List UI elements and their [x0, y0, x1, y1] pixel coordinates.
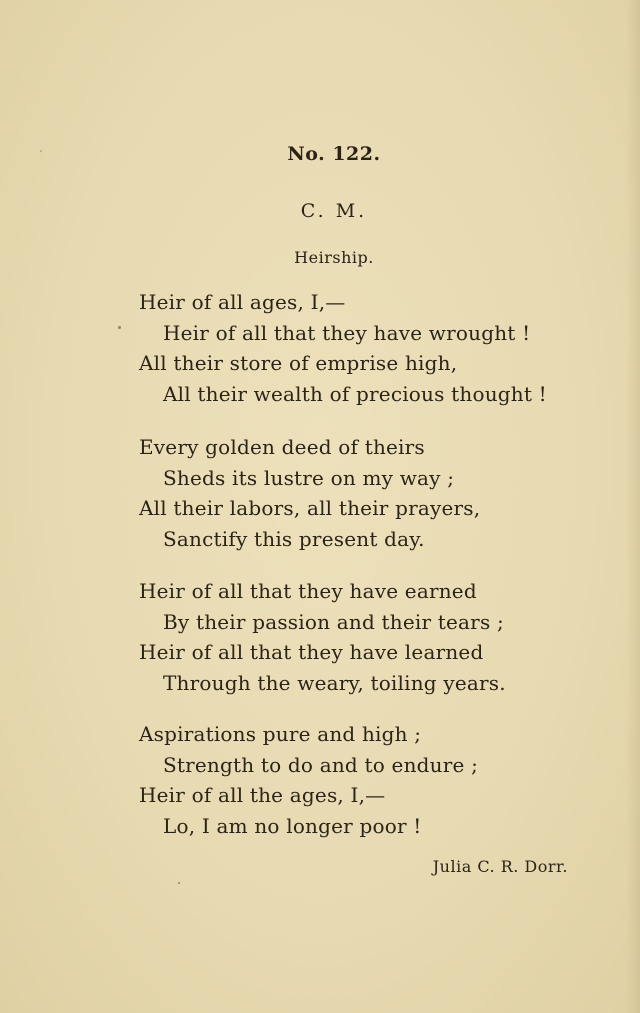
stanza-line: Lo, I am no longer poor ! — [163, 813, 422, 838]
stanza-1 — [139, 287, 599, 409]
stanza-2 — [139, 432, 599, 554]
stanza-4 — [139, 719, 599, 841]
stanza-line: Sanctify this present day. — [163, 526, 425, 551]
stanza-line: Heir of all ages, I,— — [139, 290, 346, 314]
stanza-3 — [139, 576, 599, 698]
stanza-line: Heir of all the ages, I,— — [139, 783, 386, 807]
stanza-line: By their passion and their tears ; — [163, 609, 504, 634]
stanza-line: All their store of emprise high, — [139, 351, 458, 375]
stanza-line: Through the weary, toiling years. — [163, 670, 506, 695]
stanza-line: Heir of all that they have wrought ! — [163, 320, 531, 345]
stanza-line: All their labors, all their prayers, — [139, 496, 481, 520]
stanza-line: Sheds its lustre on my way ; — [163, 465, 455, 490]
stanza-line: Every golden deed of theirs — [139, 435, 425, 459]
stanza-line: Heir of all that they have learned — [139, 640, 484, 664]
stanza-line: Strength to do and to endure ; — [163, 752, 479, 777]
paper-speck — [178, 882, 180, 884]
stanza-line: All their wealth of precious thought ! — [163, 381, 547, 406]
stanza-line: Heir of all that they have earned — [139, 579, 477, 603]
paper-speck — [40, 150, 42, 152]
author-attribution: Julia C. R. Dorr. — [432, 857, 568, 876]
stanza-line: Aspirations pure and high ; — [139, 722, 422, 746]
hymn-meter: C. M. — [300, 200, 368, 222]
hymn-title: Heirship. — [294, 248, 374, 267]
hymn-number: No. 122. — [287, 143, 381, 165]
paper-speck — [118, 326, 121, 329]
